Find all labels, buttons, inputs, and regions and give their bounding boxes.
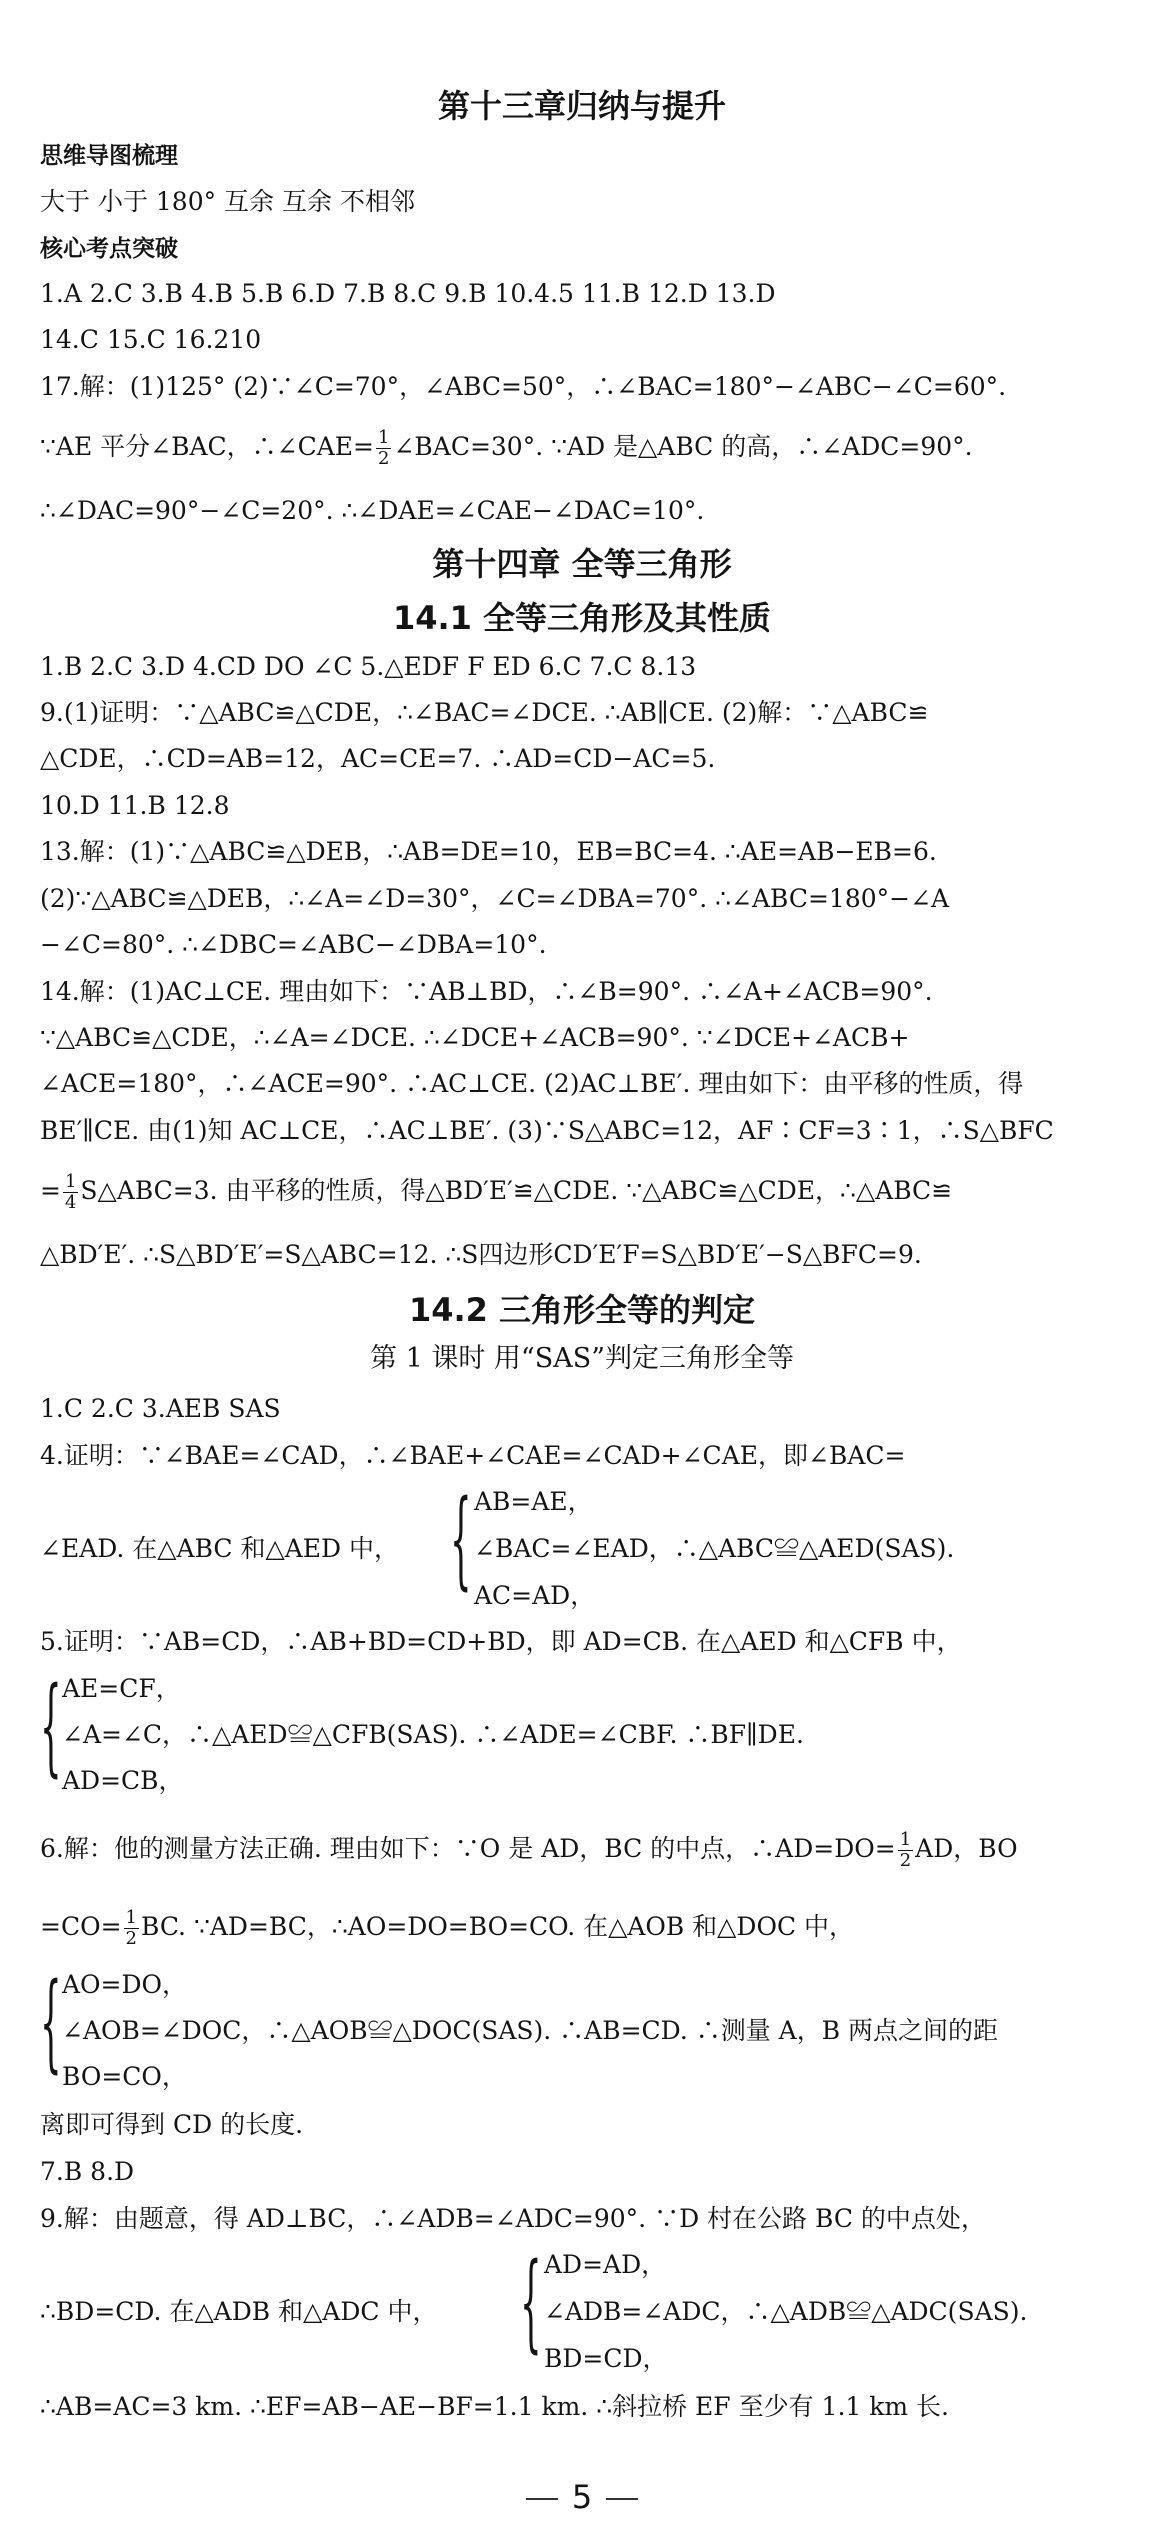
left-brace: { bbox=[450, 1479, 472, 1603]
system-row: AD=CB， bbox=[62, 1766, 184, 1795]
system-row: ∠AOB=∠DOC，∴△AOB≌△DOC(SAS). ∴AB=CD. ∴测量 A，B 两点之间的距 bbox=[62, 2016, 999, 2045]
s141-line-2: 9.(1)证明：∵△ABC≌△CDE，∴∠BAC=∠DCE. ∴AB∥CE. (2)解：∵△ABC≌ bbox=[40, 698, 929, 727]
numerator: 1 bbox=[378, 427, 390, 448]
fraction bbox=[124, 1908, 139, 1949]
chapter14-title: 第十四章 全等三角形 bbox=[432, 545, 732, 583]
system-row: ∠A=∠C，∴△AED≌△CFB(SAS). ∴∠ADE=∠CBF. ∴BF∥DE. bbox=[62, 1720, 804, 1749]
s142-line-5: 5.证明：∵AB=CD，∴AB+BD=CD+BD，即 AD=CB. 在△AED 和△CFB 中， bbox=[40, 1627, 962, 1656]
ch13-answers-line-2: 14.C 15.C 16.210 bbox=[40, 325, 262, 354]
section-14-2-title: 14.2 三角形全等的判定 bbox=[408, 1291, 756, 1329]
s141-line-8: 14.解：(1)AC⊥CE. 理由如下：∵AB⊥BD，∴∠B=90°. ∴∠A+∠ACB=90°. bbox=[40, 977, 933, 1006]
s142-line-10: 9.解：由题意，得 AD⊥BC，∴∠ADB=∠ADC=90°. ∵D 村在公路 BC 的中点处， bbox=[40, 2204, 986, 2233]
s141-line-11: BE′∥CE. 由(1)知 AC⊥CE，∴AC⊥BE′. (3)∵S△ABC=12，AF∶CF=3∶1，∴S△BFC bbox=[40, 1116, 1054, 1145]
s142-line-1: 1.C 2.C 3.AEB SAS bbox=[40, 1394, 281, 1423]
s142-q9-lead: ∴BD=CD. 在△ADB 和△ADC 中， bbox=[40, 2297, 438, 2326]
denominator: 2 bbox=[125, 1928, 137, 1949]
s142-q4-lead: ∠EAD. 在△ABC 和△AED 中， bbox=[40, 1534, 400, 1563]
system-row: AO=DO， bbox=[62, 1970, 188, 1999]
text-run: 6.解：他的测量方法正确. 理由如下：∵O 是 AD，BC 的中点，∴AD=DO= bbox=[40, 1834, 896, 1863]
mindmap-answers: 大于 小于 180° 互余 互余 不相邻 bbox=[40, 187, 415, 216]
s142-line-12: ∴AB=AC=3 km. ∴EF=AB−AE−BF=1.1 km. ∴斜拉桥 EF 至少有 1.1 km 长. bbox=[40, 2392, 949, 2421]
s142-line-9: 7.B 8.D bbox=[40, 2157, 135, 2186]
dash-right bbox=[606, 2498, 638, 2500]
s141-line-7: −∠C=80°. ∴∠DBC=∠ABC−∠DBA=10°. bbox=[40, 930, 547, 959]
s142-line-7 bbox=[40, 1908, 1124, 1949]
fraction bbox=[898, 1830, 913, 1871]
system-row: ∠BAC=∠EAD，∴△ABC≌△AED(SAS). bbox=[474, 1534, 955, 1563]
s141-line-10: ∠ACE=180°，∴∠ACE=90°. ∴AC⊥CE. (2)AC⊥BE′. 理由如下：由平移的性质，得 bbox=[40, 1069, 1024, 1098]
system-row: AD=AD， bbox=[544, 2250, 667, 2279]
s141-line-1: 1.B 2.C 3.D 4.CD DO ∠C 5.△EDF F ED 6.C 7.C 8.13 bbox=[40, 652, 697, 681]
text-run: ∠BAC=30°. ∵AD 是△ABC 的高，∴∠ADC=90°. bbox=[393, 432, 973, 461]
lesson-1-title: 第 1 课时 用“SAS”判定三角形全等 bbox=[369, 1343, 795, 1374]
system-row: AC=AD， bbox=[474, 1581, 596, 1610]
s141-line-3: △CDE，∴CD=AB=12，AC=CE=7. ∴AD=CD−AC=5. bbox=[40, 744, 716, 773]
q9-equation-system bbox=[520, 2242, 1120, 2373]
text-run: AD，BO bbox=[915, 1834, 1018, 1863]
s142-line-8: 离即可得到 CD 的长度. bbox=[40, 2110, 304, 2139]
chapter13-title: 第十三章归纳与提升 bbox=[437, 87, 726, 125]
mindmap-heading: 思维导图梳理 bbox=[40, 143, 178, 169]
s141-line-13: △BD′E′. ∴S△BD′E′=S△ABC=12. ∴S四边形CD′E′F=S△BD′E′−S△BFC=9. bbox=[40, 1240, 922, 1269]
system-row: ∠ADB=∠ADC，∴△ADB≌△ADC(SAS). bbox=[544, 2297, 1028, 2326]
numerator: 1 bbox=[125, 1907, 137, 1928]
fraction bbox=[63, 1172, 78, 1213]
s141-line-4: 10.D 11.B 12.8 bbox=[40, 791, 230, 820]
denominator: 2 bbox=[899, 1850, 912, 1871]
text-run: = bbox=[40, 1176, 61, 1205]
s142-line-6 bbox=[40, 1830, 1124, 1871]
page-number bbox=[0, 2478, 1164, 2516]
denominator: 2 bbox=[378, 448, 390, 469]
ch13-q17-line-1: 17.解：(1)125° (2)∵∠C=70°，∠ABC=50°，∴∠BAC=180°−∠ABC−∠C=60°. bbox=[40, 372, 1007, 401]
q6-equation-system bbox=[40, 1962, 1120, 2091]
text-run: S△ABC=3. 由平移的性质，得△BD′E′≌△CDE. ∵△ABC≌△CDE，∴△ABC≌ bbox=[80, 1176, 953, 1205]
system-row: AB=AE， bbox=[474, 1487, 593, 1516]
text-run: BC. ∵AD=BC，∴AO=DO=BO=CO. 在△AOB 和△DOC 中， bbox=[140, 1912, 855, 1941]
numerator: 1 bbox=[64, 1171, 77, 1192]
s141-line-12 bbox=[40, 1172, 1124, 1213]
system-row: AE=CF， bbox=[62, 1674, 181, 1703]
left-brace: { bbox=[40, 1666, 62, 1790]
numerator: 1 bbox=[899, 1829, 912, 1850]
s141-line-9: ∵△ABC≌△CDE，∴∠A=∠DCE. ∴∠DCE+∠ACB=90°. ∵∠DCE+∠ACB+ bbox=[40, 1023, 910, 1052]
text-run: =CO= bbox=[40, 1912, 122, 1941]
fraction bbox=[376, 428, 391, 469]
left-brace: { bbox=[40, 1962, 62, 2086]
ch13-answers-line-1: 1.A 2.C 3.B 4.B 5.B 6.D 7.B 8.C 9.B 10.4.5 11.B 12.D 13.D bbox=[40, 279, 776, 308]
system-row: BD=CD， bbox=[544, 2344, 668, 2373]
left-brace: { bbox=[520, 2242, 542, 2366]
page-number-text: 5 bbox=[571, 2478, 593, 2516]
s142-line-2: 4.证明：∵∠BAE=∠CAD，∴∠BAE+∠CAE=∠CAD+∠CAE，即∠BAC= bbox=[40, 1441, 906, 1470]
ch13-q17-line-2 bbox=[40, 428, 1124, 469]
denominator: 4 bbox=[64, 1192, 77, 1213]
dash-left bbox=[526, 2498, 558, 2500]
ch13-q17-line-3: ∴∠DAC=90°−∠C=20°. ∴∠DAE=∠CAE−∠DAC=10°. bbox=[40, 496, 705, 525]
core-heading: 核心考点突破 bbox=[40, 236, 178, 262]
system-row: BO=CO， bbox=[62, 2062, 187, 2091]
q5-equation-system bbox=[40, 1666, 1120, 1795]
section-14-1-title: 14.1 全等三角形及其性质 bbox=[392, 599, 772, 637]
s141-line-6: (2)∵△ABC≌△DEB，∴∠A=∠D=30°，∠C=∠DBA=70°. ∴∠ABC=180°−∠A bbox=[40, 884, 950, 913]
q4-equation-system bbox=[450, 1479, 1110, 1610]
s141-line-5: 13.解：(1)∵△ABC≌△DEB，∴AB=DE=10，EB=BC=4. ∴AE=AB−EB=6. bbox=[40, 837, 937, 866]
text-run: ∵AE 平分∠BAC，∴∠CAE= bbox=[40, 432, 374, 461]
